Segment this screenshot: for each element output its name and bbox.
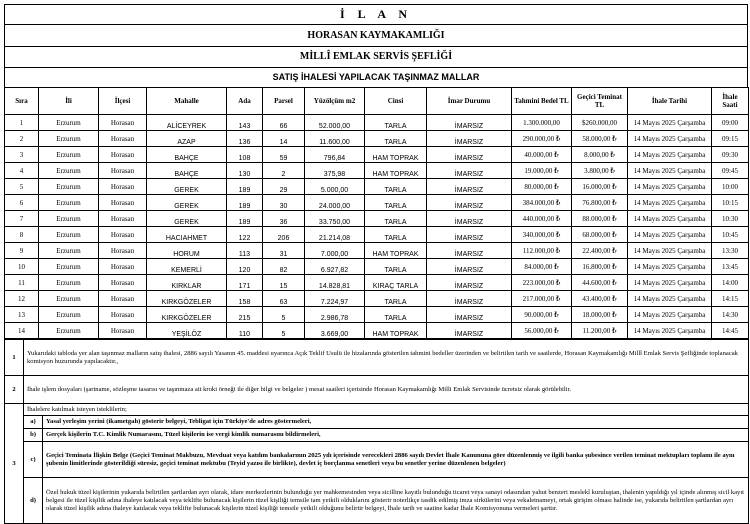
table-row — [5, 195, 749, 211]
cell-tarih: 14 Mayıs 2025 Çarşamba — [628, 147, 712, 163]
cell-cinsi: TARLA — [365, 211, 427, 227]
cell-sira: 11 — [5, 275, 39, 291]
title-subtitle: SATIŞ İHALESİ YAPILACAK TAŞINMAZ MALLAR — [4, 67, 748, 87]
cell-parsel: 29 — [263, 179, 305, 195]
cell-il: Erzurum — [39, 259, 99, 275]
col-header-teminat: Geçici Teminat TL — [572, 88, 628, 115]
col-header-il: İli — [39, 88, 99, 115]
notes-table — [4, 339, 749, 524]
cell-teminat: 3.800,00 ₺ — [572, 163, 628, 179]
cell-teminat: 76.800,00 ₺ — [572, 195, 628, 211]
cell-cinsi: HAM TOPRAK — [365, 147, 427, 163]
cell-bedel: 440.000,00 ₺ — [512, 211, 572, 227]
cell-yuzolcum: 3.669,00 — [305, 323, 365, 339]
note-item-a-letter: a) — [24, 416, 43, 429]
cell-ilce: Horasan — [99, 291, 147, 307]
note-item-c-text: Geçici Teminata İlişkin Belge (Geçici Teminat Makbuzu, Mevduat veya katılım bankalarının 2025 yılı içerisinde verecekleri 2886 sayılı Devlet İhale Kanununa göre düzenlenmiş ve ilgili banka şubesince verilen teminat mektupları toplamı ile aynı şubenin limitlerinde gösterildiği süresiz, geçici teminat mektubu (Teyid yazısı ile birlikte), devlet iç borçlanma senetleri veya bu senetler yerine düzenlenen belgeler) — [43, 442, 749, 478]
cell-saat: 10:15 — [712, 195, 749, 211]
cell-bedel: 223.000,00 ₺ — [512, 275, 572, 291]
cell-cinsi: HAM TOPRAK — [365, 163, 427, 179]
cell-sira: 5 — [5, 179, 39, 195]
cell-saat: 10:45 — [712, 227, 749, 243]
cell-ada: 136 — [227, 131, 263, 147]
cell-parsel: 14 — [263, 131, 305, 147]
cell-cinsi: TARLA — [365, 179, 427, 195]
cell-parsel: 82 — [263, 259, 305, 275]
cell-ilce: Horasan — [99, 179, 147, 195]
cell-cinsi: HAM TOPRAK — [365, 323, 427, 339]
cell-tarih: 14 Mayıs 2025 Çarşamba — [628, 307, 712, 323]
title-ilan: İ L A N — [4, 4, 748, 24]
cell-sira: 4 — [5, 163, 39, 179]
cell-saat: 14:15 — [712, 291, 749, 307]
table-row — [5, 147, 749, 163]
cell-cinsi: HAM TOPRAK — [365, 243, 427, 259]
note-item-c-letter: c) — [24, 442, 43, 478]
cell-parsel: 2 — [263, 163, 305, 179]
cell-mahalle: HORUM — [147, 243, 227, 259]
note-3-text: İhalelere katılmak isteyen isteklilerin; — [24, 404, 749, 416]
note-item-b-text: Gerçek kişilerin T.C. Kimlik Numarasını, Tüzel kişilerin ise vergi kimlik numarasını bildirmeleri, — [43, 429, 749, 442]
cell-tarih: 14 Mayıs 2025 Çarşamba — [628, 323, 712, 339]
cell-parsel: 206 — [263, 227, 305, 243]
cell-bedel: 290.000,00 ₺ — [512, 131, 572, 147]
cell-ilce: Horasan — [99, 131, 147, 147]
table-body — [5, 115, 749, 339]
cell-cinsi: TARLA — [365, 307, 427, 323]
cell-teminat: 88.000,00 ₺ — [572, 211, 628, 227]
cell-tarih: 14 Mayıs 2025 Çarşamba — [628, 275, 712, 291]
table-row — [5, 275, 749, 291]
cell-il: Erzurum — [39, 163, 99, 179]
cell-il: Erzurum — [39, 307, 99, 323]
cell-mahalle: BAHÇE — [147, 163, 227, 179]
cell-bedel: 84.000,00 ₺ — [512, 259, 572, 275]
cell-bedel: 40.000,00 ₺ — [512, 147, 572, 163]
cell-sira: 3 — [5, 147, 39, 163]
cell-mahalle: KIRKLAR — [147, 275, 227, 291]
cell-imar: İMARSIZ — [427, 307, 512, 323]
note-2-text: İhale işlem dosyaları (şartname, sözleşme tasarısı ve taşınmaza ait kroki örneği ile diğer bilgi ve belgeler ) mesai saatleri içerisinde Horasan Kaymakamlığı Milli Emlak Servisinde ücretsiz olarak görülebilir. — [24, 376, 749, 404]
cell-mahalle: KIRKGÖZELER — [147, 307, 227, 323]
cell-yuzolcum: 52.000,00 — [305, 115, 365, 131]
cell-il: Erzurum — [39, 195, 99, 211]
cell-teminat: 58.000,00 ₺ — [572, 131, 628, 147]
cell-yuzolcum: 24.000,00 — [305, 195, 365, 211]
cell-teminat: $260.000,00 — [572, 115, 628, 131]
cell-cinsi: TARLA — [365, 259, 427, 275]
cell-teminat: 11.200,00 ₺ — [572, 323, 628, 339]
cell-saat: 13:30 — [712, 243, 749, 259]
cell-il: Erzurum — [39, 147, 99, 163]
table-row — [5, 179, 749, 195]
cell-il: Erzurum — [39, 179, 99, 195]
cell-yuzolcum: 5.000,00 — [305, 179, 365, 195]
cell-saat: 09:15 — [712, 131, 749, 147]
title-seflik: MİLLÎ EMLAK SERVİS ŞEFLİĞİ — [4, 46, 748, 67]
cell-imar: İMARSIZ — [427, 227, 512, 243]
cell-cinsi: TARLA — [365, 227, 427, 243]
cell-ada: 189 — [227, 195, 263, 211]
cell-teminat: 44.600,00 ₺ — [572, 275, 628, 291]
cell-bedel: 384.000,00 ₺ — [512, 195, 572, 211]
cell-imar: İMARSIZ — [427, 259, 512, 275]
cell-sira: 10 — [5, 259, 39, 275]
table-row — [5, 243, 749, 259]
note-item-c — [5, 442, 749, 478]
col-header-bedel: Tahmini Bedel TL — [512, 88, 572, 115]
table-row — [5, 211, 749, 227]
cell-ilce: Horasan — [99, 307, 147, 323]
cell-imar: İMARSIZ — [427, 147, 512, 163]
cell-imar: İMARSIZ — [427, 163, 512, 179]
cell-mahalle: YEŞİLÖZ — [147, 323, 227, 339]
cell-sira: 1 — [5, 115, 39, 131]
cell-tarih: 14 Mayıs 2025 Çarşamba — [628, 195, 712, 211]
cell-ada: 189 — [227, 211, 263, 227]
cell-imar: İMARSIZ — [427, 323, 512, 339]
cell-bedel: 19.000,00 ₺ — [512, 163, 572, 179]
cell-tarih: 14 Mayıs 2025 Çarşamba — [628, 211, 712, 227]
cell-imar: İMARSIZ — [427, 195, 512, 211]
cell-mahalle: GEREK — [147, 179, 227, 195]
cell-cinsi: TARLA — [365, 115, 427, 131]
cell-ilce: Horasan — [99, 211, 147, 227]
cell-mahalle: ALİCEYREK — [147, 115, 227, 131]
cell-saat: 10:30 — [712, 211, 749, 227]
cell-sira: 7 — [5, 211, 39, 227]
note-item-d — [5, 478, 749, 524]
cell-il: Erzurum — [39, 275, 99, 291]
cell-saat: 10:00 — [712, 179, 749, 195]
cell-il: Erzurum — [39, 323, 99, 339]
col-header-ada: Ada — [227, 88, 263, 115]
cell-parsel: 63 — [263, 291, 305, 307]
cell-imar: İMARSIZ — [427, 131, 512, 147]
col-header-saat: İhale Saati — [712, 88, 749, 115]
cell-parsel: 5 — [263, 323, 305, 339]
cell-il: Erzurum — [39, 291, 99, 307]
table-row — [5, 291, 749, 307]
cell-teminat: 68.000,00 ₺ — [572, 227, 628, 243]
properties-table — [4, 87, 749, 339]
cell-tarih: 14 Mayıs 2025 Çarşamba — [628, 163, 712, 179]
cell-ilce: Horasan — [99, 227, 147, 243]
cell-saat: 09:00 — [712, 115, 749, 131]
cell-ada: 110 — [227, 323, 263, 339]
cell-ilce: Horasan — [99, 323, 147, 339]
cell-sira: 2 — [5, 131, 39, 147]
note-item-d-letter: d) — [24, 478, 43, 524]
cell-cinsi: TARLA — [365, 291, 427, 307]
cell-ada: 158 — [227, 291, 263, 307]
cell-il: Erzurum — [39, 131, 99, 147]
cell-sira: 6 — [5, 195, 39, 211]
cell-parsel: 15 — [263, 275, 305, 291]
cell-tarih: 14 Mayıs 2025 Çarşamba — [628, 243, 712, 259]
cell-ilce: Horasan — [99, 163, 147, 179]
cell-yuzolcum: 7.000,00 — [305, 243, 365, 259]
note-item-b-letter: b) — [24, 429, 43, 442]
cell-yuzolcum: 33.750,00 — [305, 211, 365, 227]
note-item-a — [5, 416, 749, 429]
cell-mahalle: GEREK — [147, 195, 227, 211]
table-row — [5, 307, 749, 323]
cell-mahalle: GEREK — [147, 211, 227, 227]
table-row — [5, 259, 749, 275]
cell-saat: 09:45 — [712, 163, 749, 179]
cell-cinsi: TARLA — [365, 131, 427, 147]
cell-ilce: Horasan — [99, 195, 147, 211]
note-item-b — [5, 429, 749, 442]
cell-ada: 120 — [227, 259, 263, 275]
cell-ilce: Horasan — [99, 275, 147, 291]
title-kaymakamlik: HORASAN KAYMAKAMLIĞI — [4, 24, 748, 46]
cell-parsel: 31 — [263, 243, 305, 259]
cell-cinsi: TARLA — [365, 195, 427, 211]
cell-tarih: 14 Mayıs 2025 Çarşamba — [628, 291, 712, 307]
cell-mahalle: AZAP — [147, 131, 227, 147]
cell-bedel: 340.000,00 ₺ — [512, 227, 572, 243]
cell-tarih: 14 Mayıs 2025 Çarşamba — [628, 227, 712, 243]
cell-cinsi: KIRAÇ TARLA — [365, 275, 427, 291]
table-header-row — [5, 88, 749, 115]
cell-saat: 14:30 — [712, 307, 749, 323]
cell-parsel: 59 — [263, 147, 305, 163]
cell-sira: 8 — [5, 227, 39, 243]
cell-il: Erzurum — [39, 243, 99, 259]
note-row-3 — [5, 404, 749, 416]
cell-parsel: 30 — [263, 195, 305, 211]
cell-imar: İMARSIZ — [427, 115, 512, 131]
cell-yuzolcum: 2.986,78 — [305, 307, 365, 323]
cell-ada: 143 — [227, 115, 263, 131]
cell-yuzolcum: 7.224,97 — [305, 291, 365, 307]
note-item-d-text: Özel hukuk tüzel kişilerinin yukarıda belirtilen şartlardan ayrı olarak, idare merkezlerinin bulunduğu yer mahkemesinden veya sicilline kayıtlı bulunduğu ticaret veya sanayi odasından yahut benzeri meslekî kuruluştan, ihalenin yapıldığı yıl içinde alınmış sicil kayıt belgesi ile tüzel kişilik adına ihaleye katılacak veya teklifte bulunacak kişilerin tüzel kişiliği temsile tam yetkili olduklarını gösterir noterlikçe tasdik edilmiş imza sirkülerini veya vekaletnameyi, ortak girişim olması halinde ise, yukarıda belirtilen şartlardan ayrı olarak tüzel kişilik adına ihaleye katılacak veya teklifte bulunacak kişilerin tüzel kişiliği temsile yetkili olduğunu belirtir belgeyi, İhale tarih ve saatine kadar İhale Komisyonuna vermeleri şarttır. — [43, 478, 749, 524]
col-header-ilce: İlçesi — [99, 88, 147, 115]
cell-bedel: 217.000,00 ₺ — [512, 291, 572, 307]
cell-ada: 189 — [227, 179, 263, 195]
cell-yuzolcum: 796,84 — [305, 147, 365, 163]
table-row — [5, 115, 749, 131]
cell-tarih: 14 Mayıs 2025 Çarşamba — [628, 179, 712, 195]
col-header-tarih: İhale Tarihi — [628, 88, 712, 115]
cell-sira: 14 — [5, 323, 39, 339]
cell-bedel: 112.000,00 ₺ — [512, 243, 572, 259]
cell-yuzolcum: 6.927,82 — [305, 259, 365, 275]
cell-ada: 108 — [227, 147, 263, 163]
cell-bedel: 80.000,00 ₺ — [512, 179, 572, 195]
col-header-parsel: Parsel — [263, 88, 305, 115]
cell-teminat: 18.000,00 ₺ — [572, 307, 628, 323]
cell-il: Erzurum — [39, 211, 99, 227]
cell-parsel: 66 — [263, 115, 305, 131]
cell-saat: 13:45 — [712, 259, 749, 275]
cell-imar: İMARSIZ — [427, 291, 512, 307]
cell-teminat: 8.000,00 ₺ — [572, 147, 628, 163]
table-row — [5, 227, 749, 243]
cell-il: Erzurum — [39, 115, 99, 131]
cell-imar: İMARSIZ — [427, 275, 512, 291]
cell-sira: 9 — [5, 243, 39, 259]
cell-sira: 12 — [5, 291, 39, 307]
cell-imar: İMARSIZ — [427, 179, 512, 195]
cell-yuzolcum: 11.600,00 — [305, 131, 365, 147]
note-1-number: 1 — [5, 340, 24, 376]
cell-ilce: Horasan — [99, 243, 147, 259]
cell-teminat: 22.400,00 ₺ — [572, 243, 628, 259]
cell-ada: 130 — [227, 163, 263, 179]
cell-ada: 113 — [227, 243, 263, 259]
cell-yuzolcum: 21.214,08 — [305, 227, 365, 243]
cell-tarih: 14 Mayıs 2025 Çarşamba — [628, 131, 712, 147]
cell-tarih: 14 Mayıs 2025 Çarşamba — [628, 259, 712, 275]
cell-ada: 122 — [227, 227, 263, 243]
cell-tarih: 14 Mayıs 2025 Çarşamba — [628, 115, 712, 131]
cell-yuzolcum: 14.828,81 — [305, 275, 365, 291]
note-row-2 — [5, 376, 749, 404]
cell-bedel: 1.300.000,00 — [512, 115, 572, 131]
cell-yuzolcum: 375,98 — [305, 163, 365, 179]
col-header-mahalle: Mahalle — [147, 88, 227, 115]
cell-ilce: Horasan — [99, 115, 147, 131]
cell-ilce: Horasan — [99, 147, 147, 163]
table-row — [5, 323, 749, 339]
table-row — [5, 163, 749, 179]
cell-bedel: 90.000,00 ₺ — [512, 307, 572, 323]
cell-saat: 14:00 — [712, 275, 749, 291]
col-header-imar: İmar Durumu — [427, 88, 512, 115]
cell-teminat: 16.000,00 ₺ — [572, 179, 628, 195]
cell-saat: 09:30 — [712, 147, 749, 163]
cell-mahalle: KEMERLİ — [147, 259, 227, 275]
note-1-text: Yukarıdaki tabloda yer alan taşınmaz malların satış ihalesi, 2886 sayılı Yasanın 45. maddesi uyarınca Açık Teklif Usulü ile hizalarında gösterilen tahmini bedeller üzerinden ve belirtilen tarih ve saatlerde, Horasan Kaymakamlığı Millî Emlak Servis Şefliğinde toplanacak komisyon huzurunda yapılacaktır., — [24, 340, 749, 376]
col-header-sira: Sıra — [5, 88, 39, 115]
note-row-1 — [5, 340, 749, 376]
cell-teminat: 43.400,00 ₺ — [572, 291, 628, 307]
table-row — [5, 131, 749, 147]
note-3-number: 3 — [5, 404, 24, 524]
ilan-sheet — [4, 4, 748, 524]
cell-mahalle: KIRKGÖZELER — [147, 291, 227, 307]
cell-saat: 14:45 — [712, 323, 749, 339]
cell-teminat: 16.800,00 ₺ — [572, 259, 628, 275]
cell-parsel: 36 — [263, 211, 305, 227]
note-item-a-text: Yasal yerleşim yerini (ikametgah) gösterir belgeyi, Tebligat için Türkiye'de adres göstermeleri, — [43, 416, 749, 429]
cell-sira: 13 — [5, 307, 39, 323]
cell-bedel: 56.000,00 ₺ — [512, 323, 572, 339]
cell-mahalle: HACIAHMET — [147, 227, 227, 243]
cell-parsel: 5 — [263, 307, 305, 323]
note-2-number: 2 — [5, 376, 24, 404]
col-header-yuzolcum: Yüzölçüm m2 — [305, 88, 365, 115]
cell-ilce: Horasan — [99, 259, 147, 275]
cell-il: Erzurum — [39, 227, 99, 243]
cell-imar: İMARSIZ — [427, 211, 512, 227]
cell-mahalle: BAHÇE — [147, 147, 227, 163]
cell-imar: İMARSIZ — [427, 243, 512, 259]
cell-ada: 215 — [227, 307, 263, 323]
cell-ada: 171 — [227, 275, 263, 291]
col-header-cinsi: Cinsi — [365, 88, 427, 115]
